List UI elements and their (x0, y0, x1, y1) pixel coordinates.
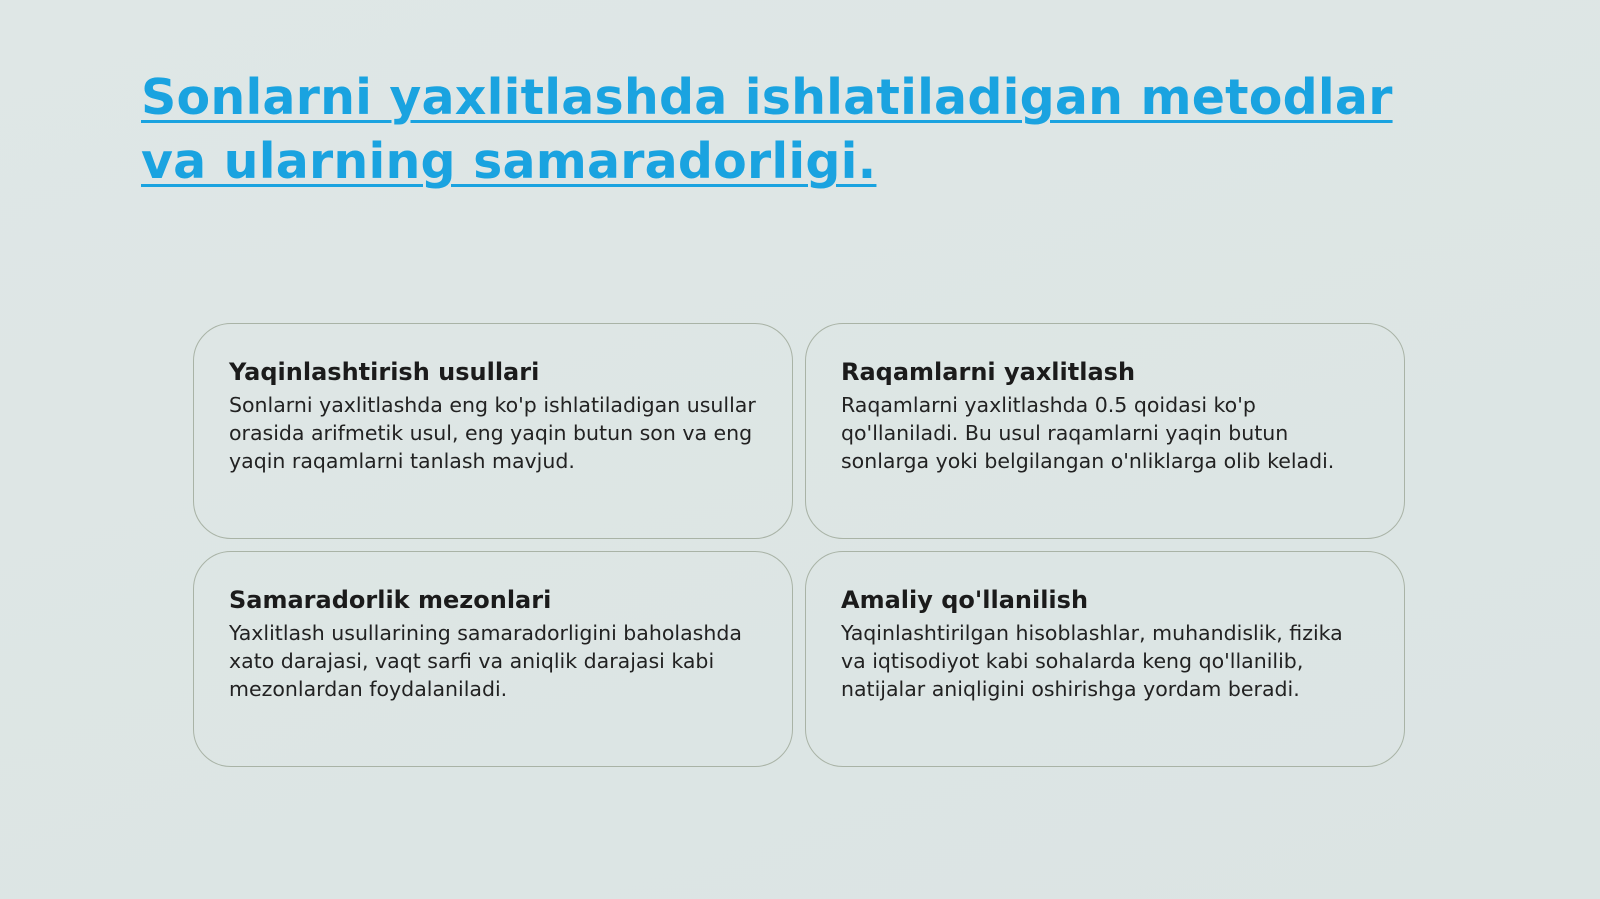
card-body: Sonlarni yaxlitlashda eng ko'p ishlatiladigan usullar orasida arifmetik usul, eng yaqin butun son va eng yaqin raqamlarni tanlash mavjud. (229, 393, 756, 473)
card-title: Raqamlarni yaxlitlash (841, 358, 1136, 386)
card-body: Raqamlarni yaxlitlashda 0.5 qoidasi ko'p qo'llaniladi. Bu usul raqamlarni yaqin butun sonlarga yoki belgilangan o'nliklarga olib keladi. (841, 393, 1335, 473)
card-title: Samaradorlik mezonlari (229, 586, 552, 614)
card-rounding-digits (805, 323, 1405, 539)
slide-title[interactable]: Sonlarni yaxlitlashda ishlatiladigan metodlar va ularning samaradorligi. (141, 69, 1393, 190)
card-efficiency-criteria (193, 551, 793, 767)
card-title: Amaliy qo'llanilish (841, 586, 1089, 614)
card-grid (193, 323, 1406, 767)
card-title: Yaqinlashtirish usullari (229, 358, 540, 386)
card-body: Yaqinlashtirilgan hisoblashlar, muhandislik, fizika va iqtisodiyot kabi sohalarda keng qo'llanilib, natijalar aniqligini oshirishga yordam beradi. (841, 621, 1343, 701)
card-practical-application (805, 551, 1405, 767)
card-body: Yaxlitlash usullarining samaradorligini baholashda xato darajasi, vaqt sarfi va aniqlik darajasi kabi mezonlardan foydalaniladi. (229, 621, 742, 701)
card-approximation-methods (193, 323, 793, 539)
